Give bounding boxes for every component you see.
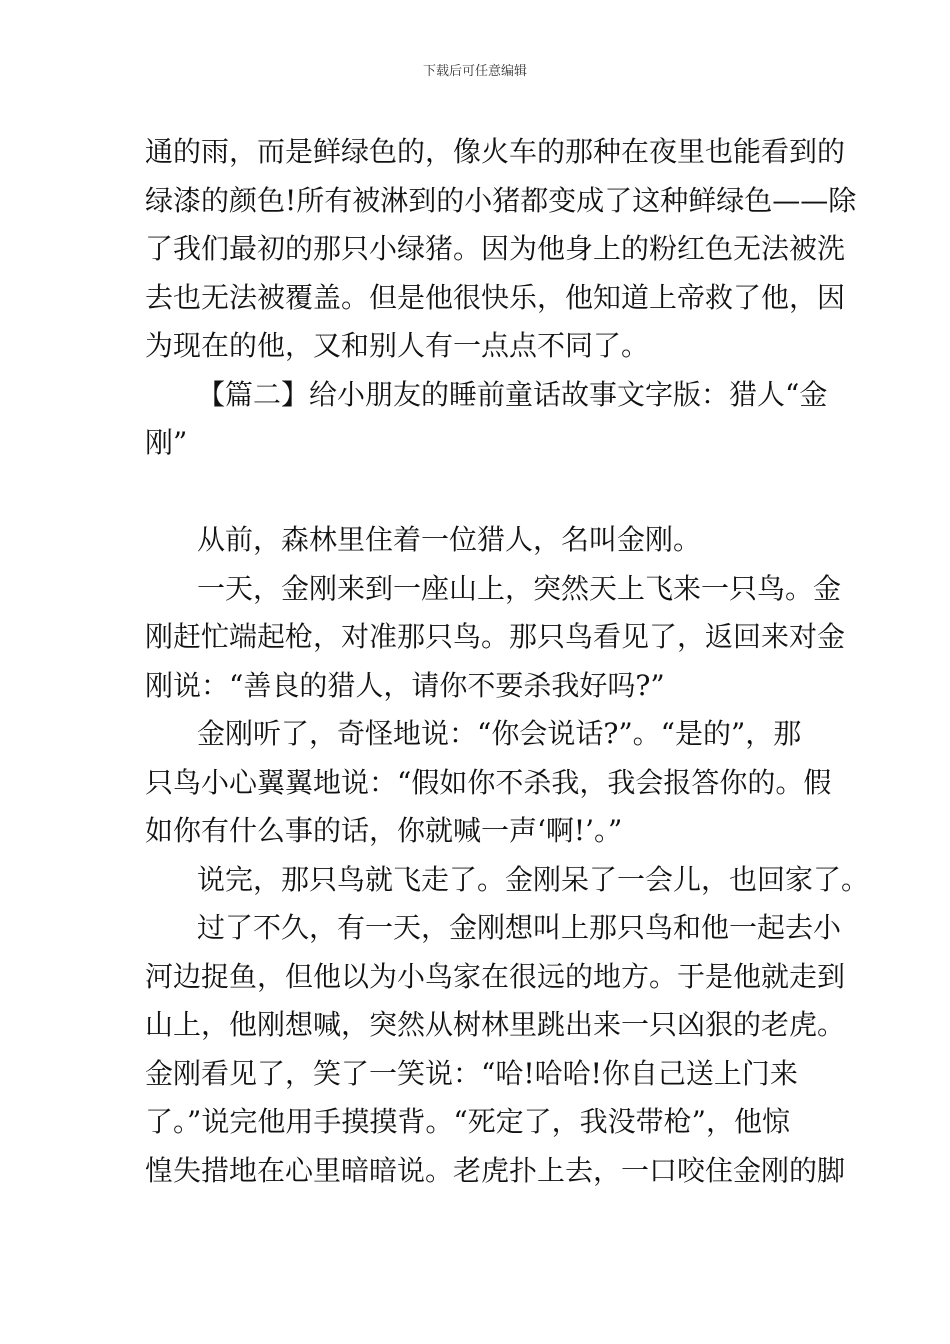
text-line: 刚” (145, 426, 188, 459)
text-line: 说完，那只鸟就飞走了。金刚呆了一会儿，也回家了。 (197, 862, 870, 896)
paragraph-continuation (145, 128, 857, 371)
text-line: 为现在的他，又和别人有一点点不同了。 (145, 329, 650, 362)
text-line: 了我们最初的那只小绿猪。因为他身上的粉红色无法被洗 (145, 232, 846, 265)
text-line: 绿漆的颜色!所有被淋到的小猪都变成了这种鲜绿色——除 (145, 183, 857, 217)
paragraph (145, 856, 870, 905)
text-line: 从前，森林里住着一位猎人，名叫金刚。 (197, 523, 702, 556)
text-line: 惶失措地在心里暗暗说。老虎扑上去，一口咬住金刚的脚 (145, 1153, 846, 1187)
text-line: 过了不久，有一天，金刚想叫上那只鸟和他一起去小 (197, 911, 842, 944)
text-line: 通的雨，而是鲜绿色的，像火车的那种在夜里也能看到的 (145, 135, 846, 168)
text-line: 山上，他刚想喊，突然从树林里跳出来一只凶狠的老虎。 (145, 1008, 846, 1041)
text-line: 金刚看见了，笑了一笑说：“哈!哈哈!你自己送上门来 (145, 1056, 798, 1090)
document-body (145, 128, 870, 1195)
text-line: 刚赶忙端起枪，对准那只鸟。那只鸟看见了，返回来对金 (145, 620, 846, 653)
text-line: 河边捉鱼，但他以为小鸟家在很远的地方。于是他就走到 (145, 959, 846, 993)
blank-line (145, 468, 810, 517)
text-line: 金刚听了，奇怪地说：“你会说话?”。“是的”，那 (197, 717, 802, 750)
text-line: 一天，金刚来到一座山上，突然天上飞来一只鸟。金 (197, 571, 842, 605)
page-header: 下载后可任意编辑 (422, 64, 527, 79)
paragraph (145, 565, 846, 711)
text-line: 去也无法被覆盖。但是他很快乐，他知道上帝救了他，因 (145, 280, 846, 314)
section-title (145, 371, 828, 468)
paragraph (145, 710, 832, 856)
text-line: 只鸟小心翼翼地说：“假如你不杀我，我会报答你的。假 (145, 765, 832, 799)
text-line: 了。”说完他用手摸摸背。“死定了，我没带枪”，他惊 (145, 1105, 790, 1138)
paragraph (145, 904, 846, 1195)
text-line: 如你有什么事的话，你就喊一声‘啊!’。” (145, 814, 623, 847)
text-line: 刚说：“善良的猎人，请你不要杀我好吗?” (145, 668, 665, 702)
paragraph (145, 516, 810, 565)
text-line: 【篇二】给小朋友的睡前童话故事文字版：猎人“金 (197, 377, 828, 411)
